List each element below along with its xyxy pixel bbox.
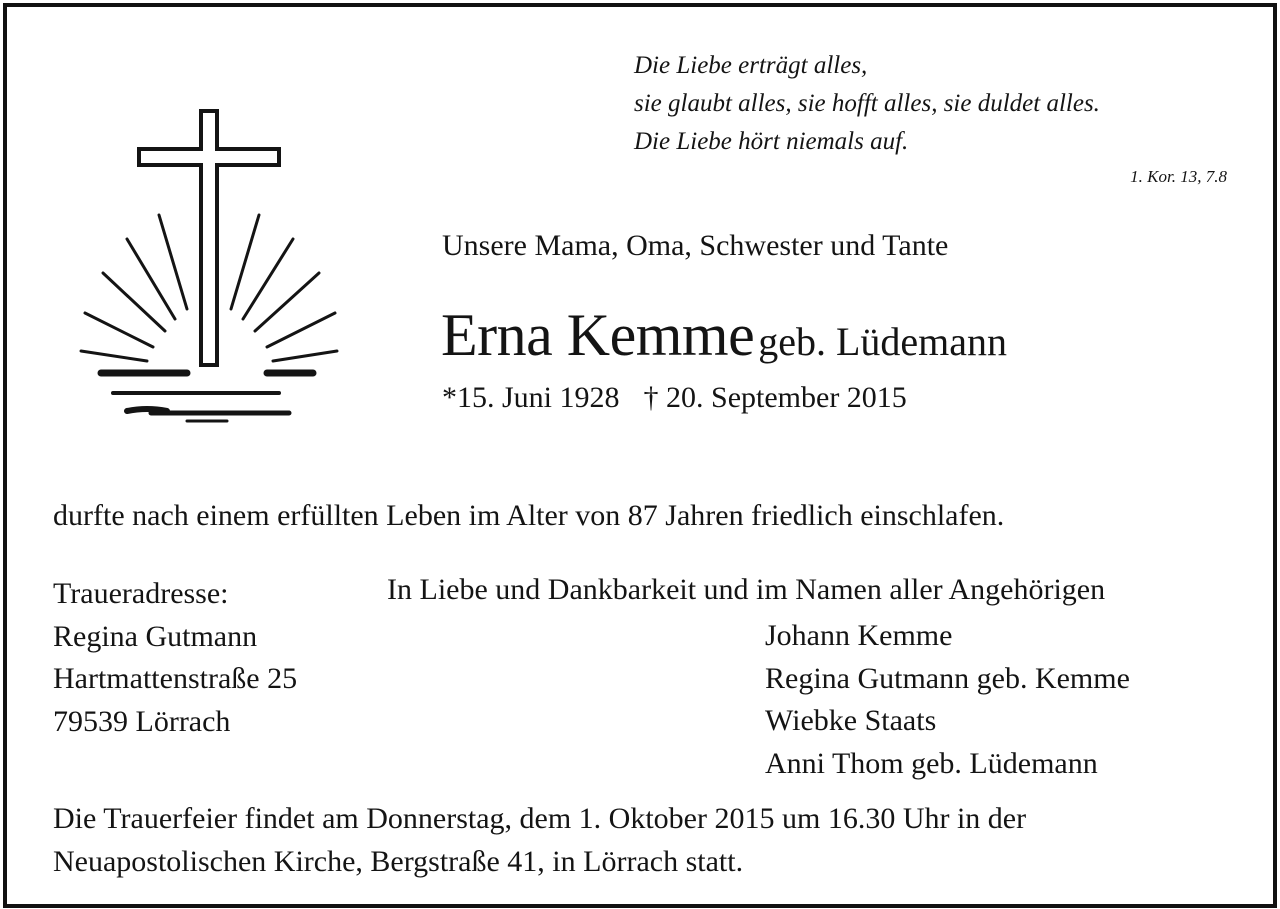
address-name: Regina Gutmann [53, 619, 258, 653]
obituary-notice [3, 3, 1277, 908]
address-city: 79539 Lörrach [53, 704, 231, 738]
death-date: † 20. September 2015 [643, 381, 907, 414]
service-line: Die Trauerfeier findet am Donnerstag, dem 1. Oktober 2015 um 16.30 Uhr in der [53, 802, 1027, 835]
passing-text: durfte nach einem erfüllten Leben im Alter von 87 Jahren friedlich einschlafen. [53, 499, 1005, 532]
thanks-line: In Liebe und Dankbarkeit und im Namen aller Angehörigen [387, 573, 1106, 606]
cross-sunrise-waves-icon [67, 103, 347, 425]
address-street: Hartmattenstraße 25 [53, 662, 298, 695]
verse-line: Die Liebe hört niemals auf. [634, 128, 909, 155]
verse-line: sie glaubt alles, sie hofft alles, sie duldet alles. [634, 90, 1100, 117]
funeral-service-info [53, 797, 1026, 883]
mourners-list [765, 615, 1130, 785]
service-line: Neuapostolischen Kirche, Bergstraße 41, in Lörrach statt. [53, 845, 744, 878]
life-dates [442, 381, 907, 415]
mourner-name: Johann Kemme [765, 619, 953, 652]
verse-line: Die Liebe erträgt alles, [634, 52, 868, 79]
birth-date: *15. Juni 1928 [442, 381, 620, 414]
intro-line: Unsere Mama, Oma, Schwester und Tante [442, 229, 949, 262]
mourner-name: Wiebke Staats [765, 704, 937, 737]
sun-rays [81, 215, 337, 361]
deceased-birth-name: geb. Lüdemann [758, 319, 1008, 364]
mourner-name: Anni Thom geb. Lüdemann [765, 746, 1098, 780]
deceased-name [441, 301, 1007, 370]
water-waves [101, 373, 313, 421]
mourning-address [53, 573, 297, 743]
verse-reference: 1. Kor. 13, 7.8 [1130, 167, 1227, 186]
mourner-name: Regina Gutmann geb. Kemme [765, 661, 1130, 695]
address-label: Traueradresse: [53, 577, 229, 610]
bible-verse [634, 47, 1100, 161]
deceased-full-name: Erna Kemme [441, 302, 755, 368]
